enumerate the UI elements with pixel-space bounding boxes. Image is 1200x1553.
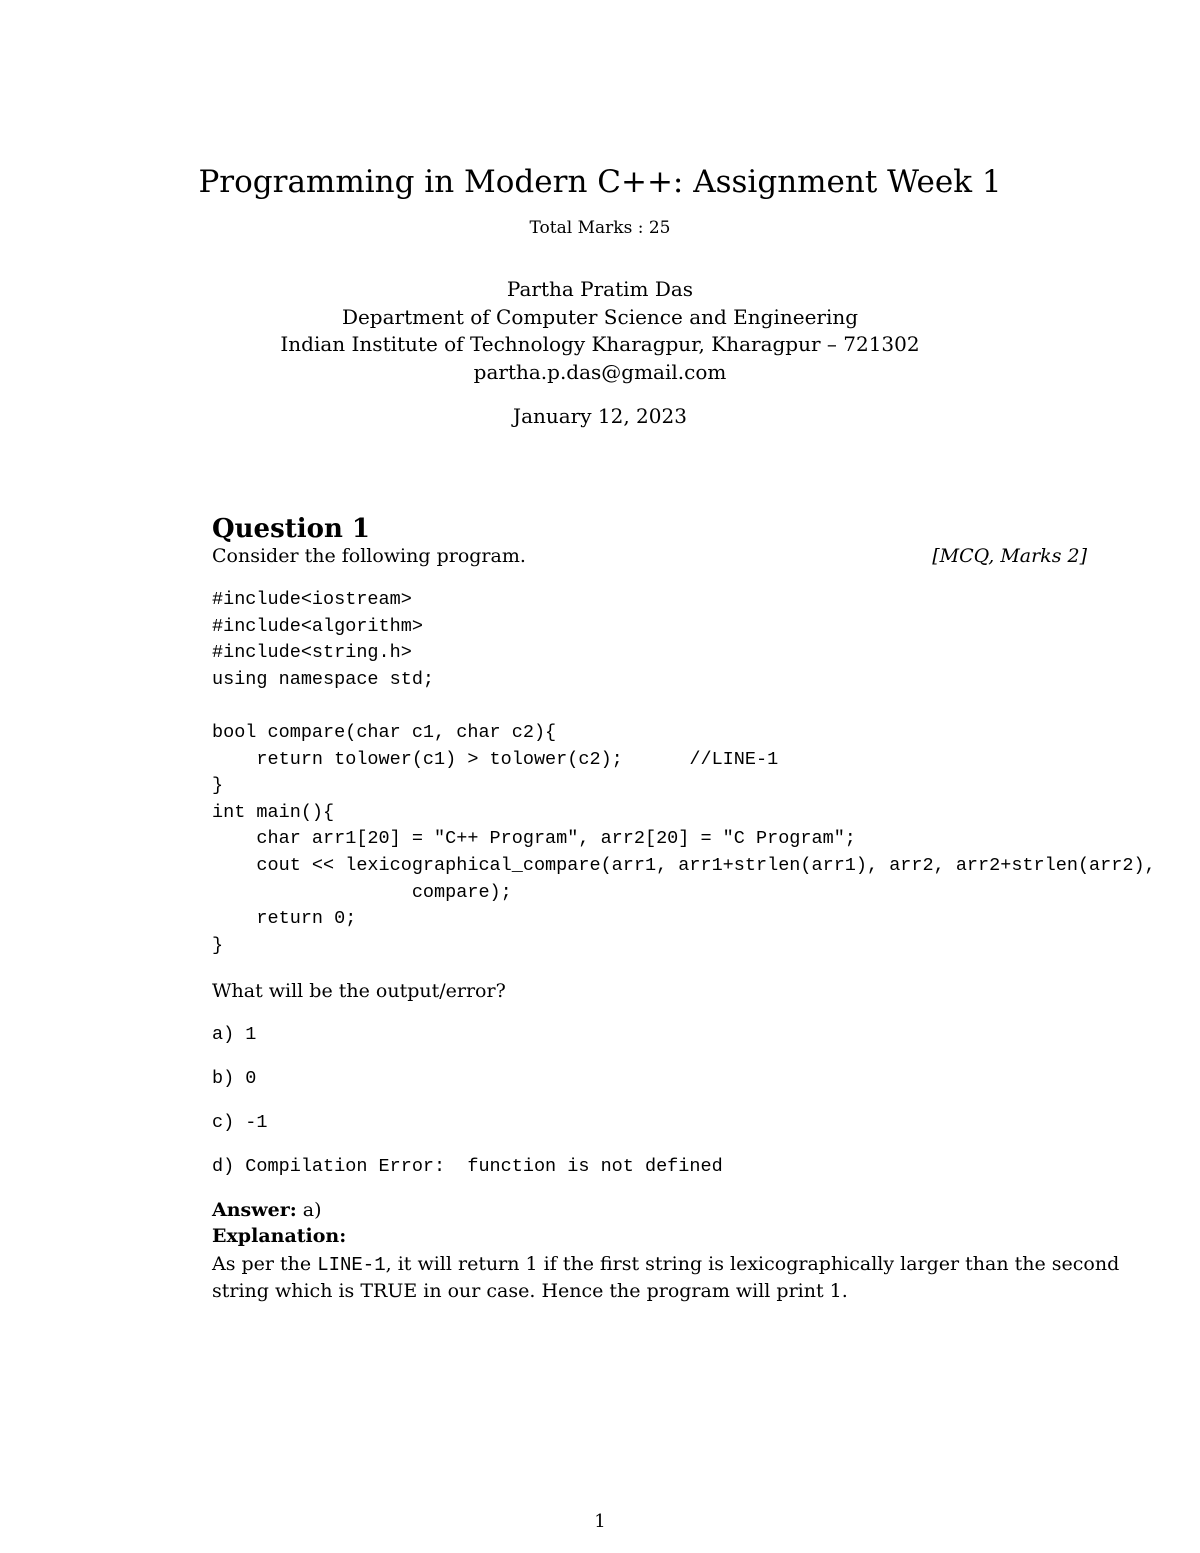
- explanation-text: [212, 1251, 1120, 1304]
- option-c: c) -1: [212, 1112, 268, 1133]
- explanation-line-1-after: , it will return 1 if the first string is lexicographically larger than the second: [385, 1253, 1120, 1275]
- answer-label: Answer:: [212, 1199, 297, 1221]
- answer-value: a): [302, 1199, 322, 1221]
- explanation-line-1: [212, 1251, 1120, 1278]
- option-d: d) Compilation Error: function is not defined: [212, 1156, 723, 1177]
- question-marks: [MCQ, Marks 2]: [932, 545, 1087, 567]
- option-a: a) 1: [212, 1024, 257, 1045]
- author-department: Department of Computer Science and Engineering: [341, 304, 859, 329]
- question-text: What will be the output/error?: [212, 980, 506, 1002]
- author-email: partha.p.das@gmail.com: [473, 359, 727, 384]
- page-number: 1: [594, 1511, 606, 1532]
- code-listing: #include<iostream> #include<algorithm> #include<string.h> using namespace std; bool compare(char c1, char c2){ return tolower(c1) > tolower(c2); //LINE-1 } int main(){ char arr1[20] = "C++ Program", arr2[20] = "C Program"; cout << lexicographical_compare(arr1, arr1+strlen(arr1), arr2, arr2+strlen(arr2), compare); return 0; }: [212, 589, 1156, 956]
- answer-line: [212, 1197, 322, 1223]
- explanation-line-2: string which is TRUE in our case. Hence the program will print 1.: [212, 1280, 848, 1302]
- option-b: b) 0: [212, 1068, 257, 1089]
- explanation-line-code: LINE-1: [317, 1254, 386, 1276]
- question-heading: Question 1: [212, 513, 371, 544]
- document-date: January 12, 2023: [513, 404, 687, 428]
- author-name: Partha Pratim Das: [506, 277, 694, 301]
- answer-options: [212, 1022, 723, 1198]
- author-block: [0, 276, 1200, 386]
- document-title: Programming in Modern C++: Assignment Week 1: [198, 164, 1002, 200]
- total-marks: Total Marks : 25: [529, 218, 671, 238]
- question-prompt: Consider the following program.: [212, 545, 526, 567]
- explanation-line-1-before: As per the: [212, 1253, 318, 1275]
- explanation-label: Explanation:: [212, 1225, 347, 1247]
- author-institute: Indian Institute of Technology Kharagpur, Kharagpur – 721302: [280, 332, 920, 356]
